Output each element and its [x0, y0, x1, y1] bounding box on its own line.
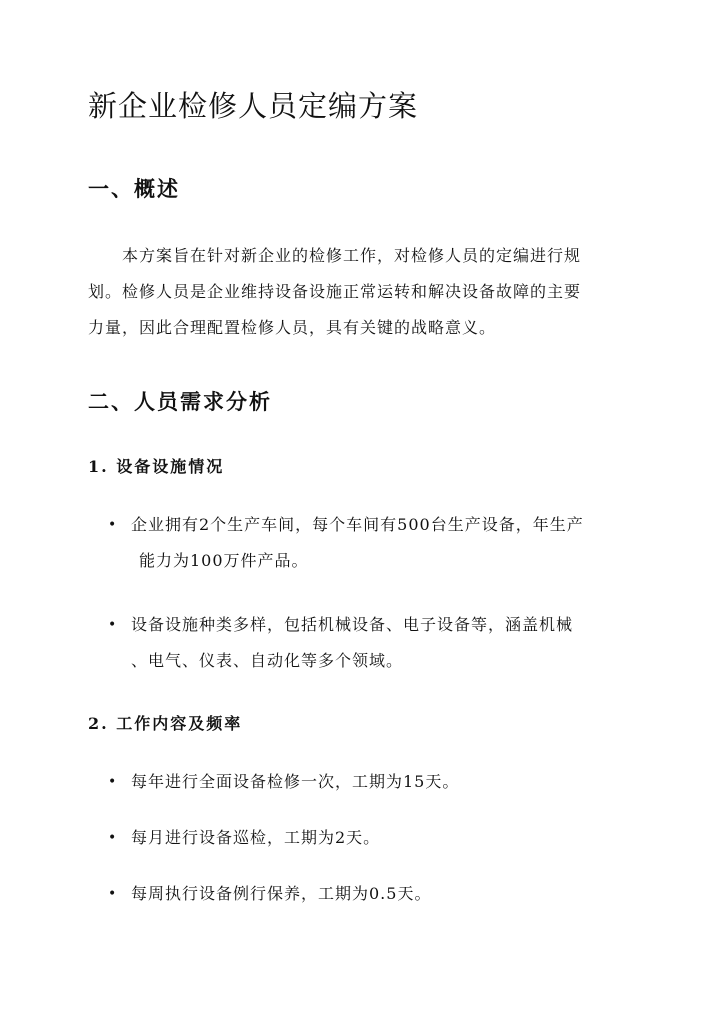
list-item	[108, 764, 636, 800]
document-title: 新企业检修人员定编方案	[88, 89, 419, 123]
list-item	[108, 876, 636, 912]
list-item-line: 能力为100万件产品。	[139, 551, 309, 570]
paragraph-line: 本方案旨在针对新企业的检修工作，对检修人员的定编进行规	[122, 246, 582, 265]
list-item	[108, 607, 636, 679]
list-item-text	[131, 764, 636, 800]
list-item	[108, 507, 636, 579]
bullet-icon: •	[108, 774, 118, 790]
list-item-line: 企业拥有2个生产车间，每个车间有500台生产设备，年生产	[131, 515, 584, 534]
section-heading-staff-demand: 二、人员需求分析	[88, 389, 272, 414]
bullet-icon: •	[108, 830, 118, 846]
bullet-icon: •	[108, 517, 118, 533]
overview-paragraph	[88, 238, 636, 346]
list-item-text	[131, 876, 636, 912]
list-item-text	[131, 507, 636, 579]
list-item-line: 每年进行全面设备检修一次，工期为15天。	[131, 772, 460, 791]
list-item-text	[131, 820, 636, 856]
list-item-line: 、电气、仪表、自动化等多个领域。	[131, 651, 404, 670]
paragraph-line: 划。检修人员是企业维持设备设施正常运转和解决设备故障的主要	[88, 282, 582, 301]
subsection-heading-equipment: 1. 设备设施情况	[88, 457, 225, 476]
subsection-heading-work-content: 2. 工作内容及频率	[88, 714, 243, 733]
list-item-text	[131, 607, 636, 679]
bullet-icon: •	[108, 617, 118, 633]
list-item	[108, 820, 636, 856]
bullet-icon: •	[108, 886, 118, 902]
list-item-line: 设备设施种类多样，包括机械设备、电子设备等，涵盖机械	[131, 615, 574, 634]
section-heading-overview: 一、概述	[88, 176, 180, 201]
list-item-line: 每周执行设备例行保养，工期为0.5天。	[131, 884, 432, 903]
paragraph-line: 力量，因此合理配置检修人员，具有关键的战略意义。	[88, 318, 497, 337]
list-item-line: 每月进行设备巡检，工期为2天。	[131, 828, 381, 847]
